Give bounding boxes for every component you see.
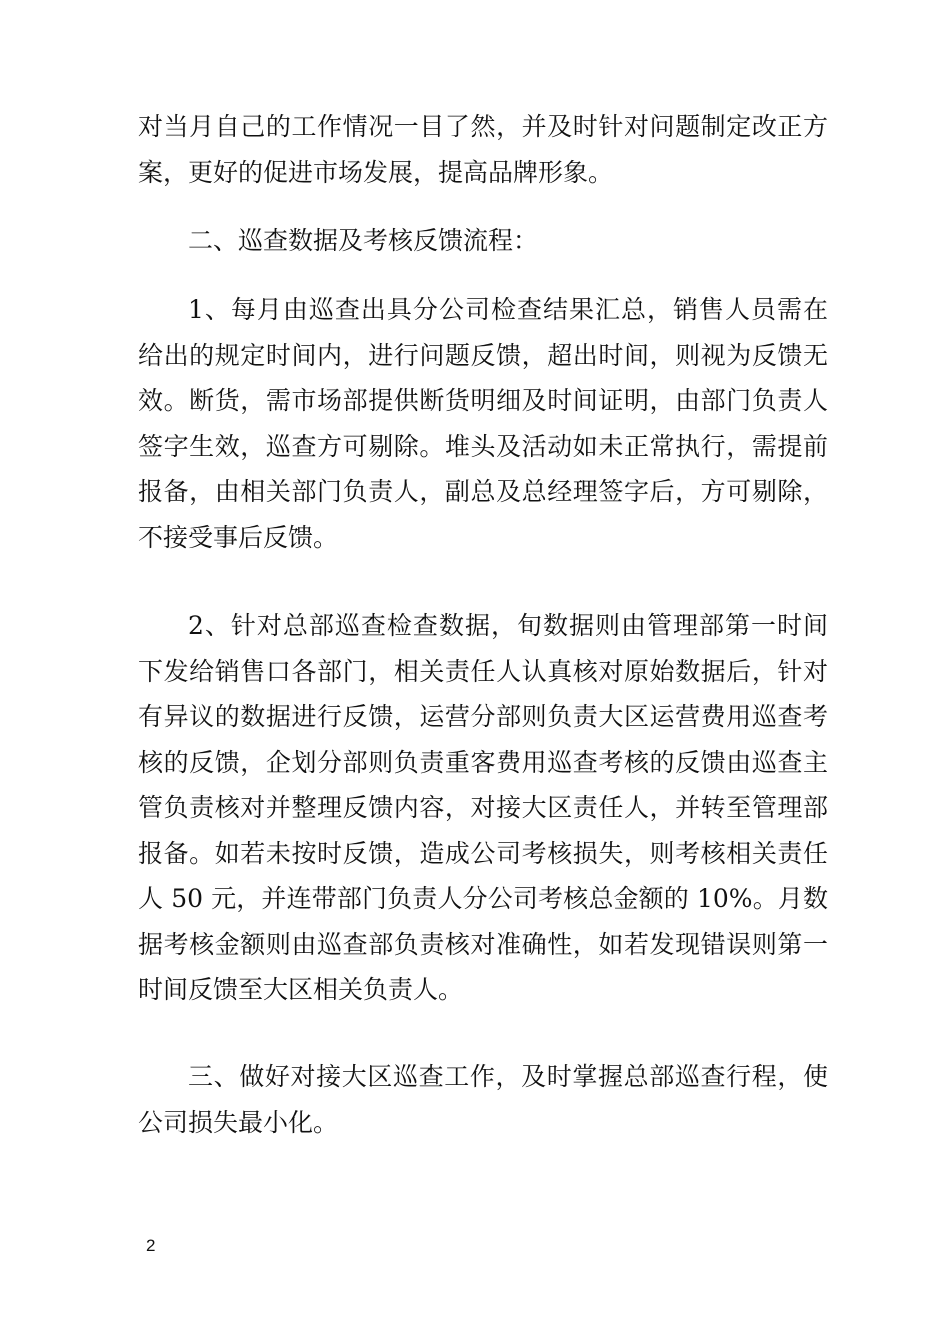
paragraph-item-2: 2、针对总部巡查检查数据，旬数据则由管理部第一时间下发给销售口各部门，相关责任人认真核对原始数据后，针对有异议的数据进行反馈，运营分部则负责大区运营费用巡查考核的反馈，企划分部则负责重客费用巡查考核的反馈由巡查主管负责核对并整理反馈内容，对接大区责任人，并转至管理部报备。如若未按时反馈，造成公司考核损失，则考核相关责任人 50 元，并连带部门负责人分公司考核总金额的 10%。月数据考核金额则由巡查部负责核对准确性，如若发现错误则第一时间反馈至大区相关负责人。	[138, 611, 828, 1004]
paragraph-item-1: 1、每月由巡查出具分公司检查结果汇总，销售人员需在给出的规定时间内，进行问题反馈，超出时间，则视为反馈无效。断货，需市场部提供断货明细及时间证明，由部门负责人签字生效，巡查方可剔除。堆头及活动如未正常执行，需提前报备，由相关部门负责人，副总及总经理签字后，方可剔除，不接受事后反馈。	[138, 295, 828, 552]
section-heading-3: 三、做好对接大区巡查工作，及时掌握总部巡查行程，使公司损失最小化。	[138, 1062, 828, 1137]
section-heading-2: 二、巡查数据及考核反馈流程：	[188, 226, 539, 255]
paragraph-continuation: 对当月自己的工作情况一目了然，并及时针对问题制定改正方案，更好的促进市场发展，提高品牌形象。	[138, 112, 828, 187]
page-number: 2	[146, 1236, 156, 1255]
